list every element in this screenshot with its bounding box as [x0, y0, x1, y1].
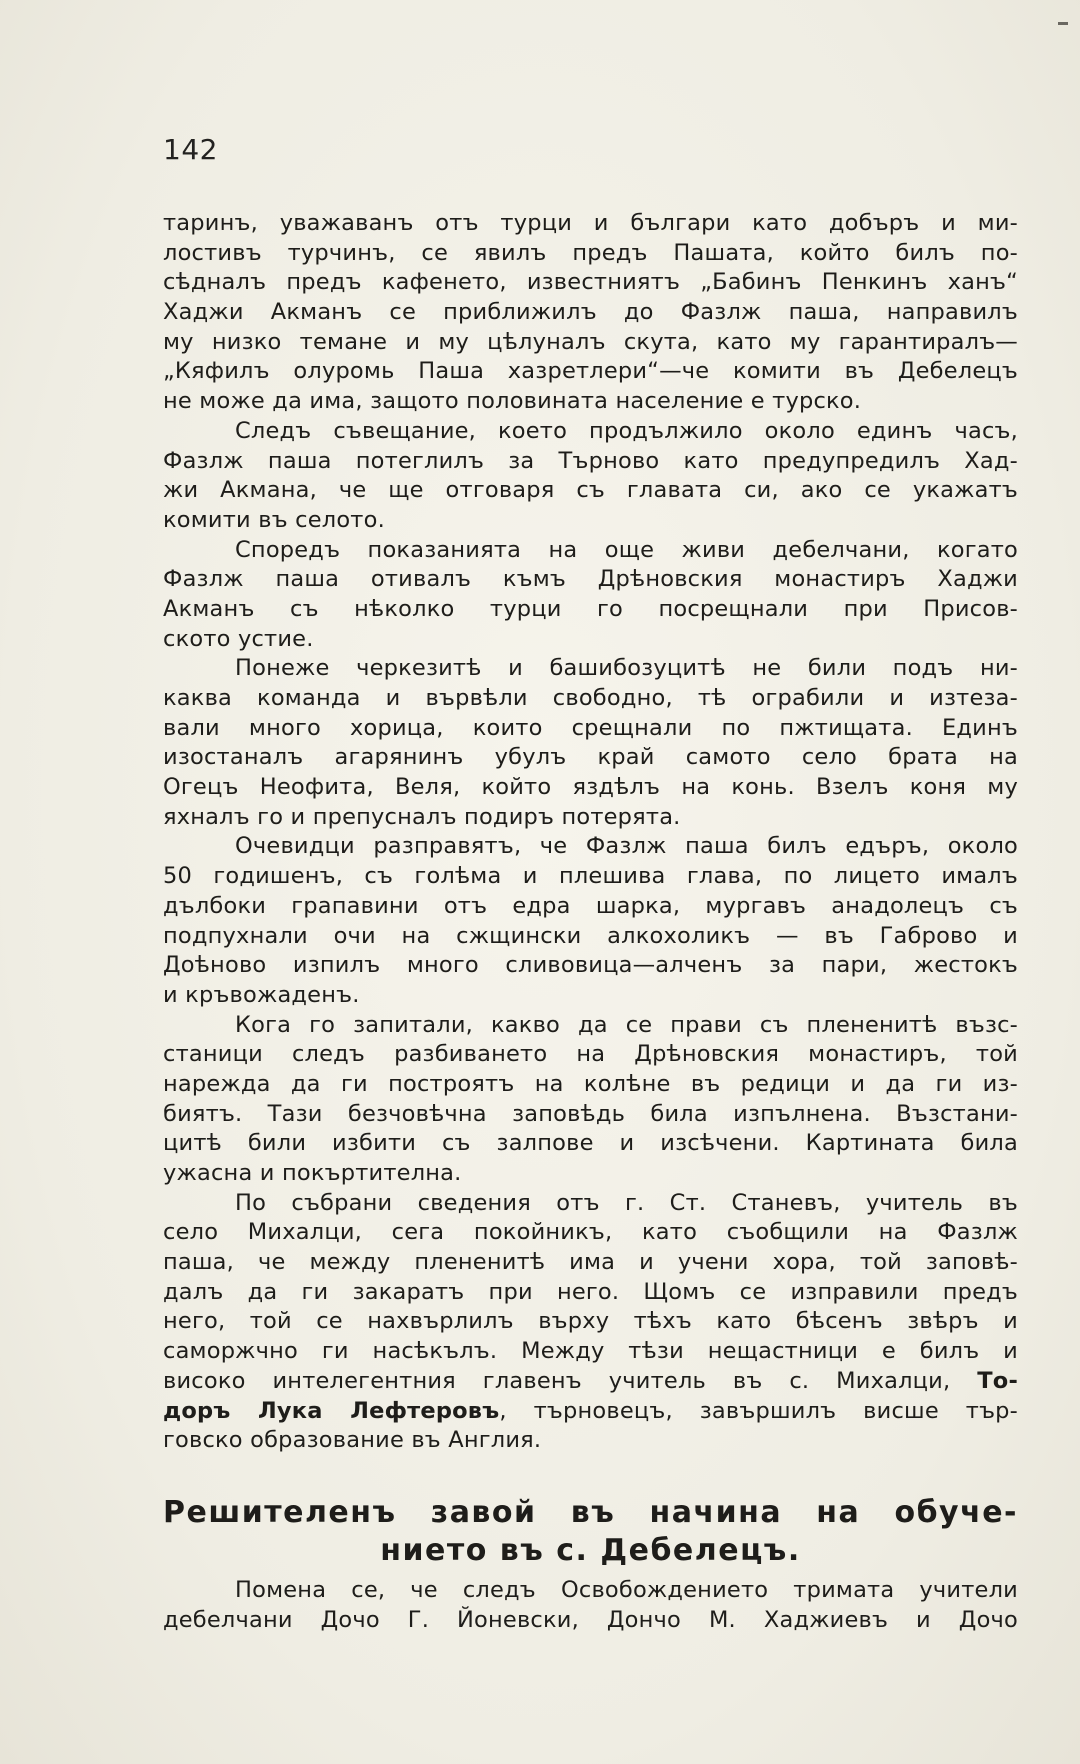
text-line: Акманъ съ нѣколко турци го посрещнали при Присов-	[163, 595, 1018, 622]
text-line: Понеже черкезитѣ и башибозуцитѣ не били подъ ни-	[235, 655, 1018, 682]
closing-paragraph	[163, 1576, 1018, 1635]
text-line: паша, че между плененитѣ има и учени хора, той заповѣ-	[163, 1249, 1018, 1276]
text-line: него, той се нахвърлилъ върху тѣхъ като бѣсенъ звѣръ и	[163, 1308, 1018, 1335]
text-line: подпухнали очи на сжщински алкохоликъ — въ Габрово и	[163, 922, 1018, 949]
text-line: доръ Лука Лефтеровъ, търновецъ, завършилъ висше тър-	[163, 1397, 1018, 1424]
text-line: говско образование въ Англия.	[163, 1427, 542, 1454]
text-line: Хаджи Акманъ се приближилъ до Фазлж паша, направилъ	[163, 299, 1018, 326]
text-line: комити въ селото.	[163, 506, 385, 533]
text-line: саморжчно ги насѣкълъ. Между тѣзи нещастници е билъ и	[163, 1338, 1018, 1365]
text-line: станици следъ разбиването на Дрѣновския монастиръ, той	[163, 1041, 1018, 1068]
text-line: ужасна и покъртителна.	[163, 1160, 462, 1186]
text-line: Огецъ Неофита, Веля, който яздѣлъ на конь. Взелъ коня му	[163, 774, 1018, 801]
text-line: жи Акмана, че ще отговаря съ главата си, ако се укажатъ	[163, 477, 1018, 504]
text-line: лостивъ турчинъ, се явилъ предъ Пашата, който билъ по-	[163, 239, 1018, 266]
text-line: дебелчани Дочо Г. Йоневски, Дончо М. Хаджиевъ и Дочо	[163, 1606, 1018, 1633]
body-text	[163, 209, 1018, 1456]
text-line: далъ да ги закаратъ при него. Щомъ се изправили предъ	[163, 1278, 1018, 1305]
text-line: Фазлж паша потеглилъ за Търново като предупредилъ Хад-	[163, 447, 1018, 474]
section-heading	[163, 1494, 1018, 1570]
text-line: яхналъ го и препусналъ подиръ потерята.	[163, 803, 681, 830]
text-line: високо интелегентния главенъ учитель въ с. Михалци, То-	[163, 1367, 1018, 1394]
text-line: вали много хорица, които срещнали по пжтищата. Единъ	[163, 714, 1018, 741]
person-name: доръ Лука Лефтеровъ	[163, 1397, 500, 1424]
text-line: Следъ съвещание, което продължило около единъ часъ,	[235, 417, 1018, 444]
text-line: не може да има, защото половината население е турско.	[163, 388, 862, 415]
margin-mark	[1058, 22, 1068, 25]
text-line: Споредъ показанията на още живи дебелчани, когато	[235, 536, 1018, 563]
text-line: По събрани сведения отъ г. Ст. Станевъ, учитель въ	[235, 1189, 1018, 1216]
text-line: нарежда да ги построятъ на колѣне въ редици и да ги из-	[163, 1070, 1018, 1097]
text-line: биятъ. Тази безчовѣчна заповѣдь била изпълнена. Възстани-	[163, 1100, 1018, 1127]
text-line: Фазлж паша отивалъ къмъ Дрѣновския монастиръ Хаджи	[163, 566, 1018, 593]
text-line: 50 годишенъ, съ голѣма и плешива глава, по лицето ималъ	[163, 863, 1018, 890]
text-line: Доѣново изпилъ много сливовица—алченъ за пари, жестокъ	[163, 952, 1018, 979]
text-line: дълбоки грапавини отъ едра шарка, мургавъ анадолецъ съ	[163, 892, 1018, 919]
text-line: таринъ, уважаванъ отъ турци и българи като добъръ и ми-	[163, 210, 1018, 236]
text-line: изостаналъ агарянинъ убулъ край самото село брата на	[163, 744, 1018, 771]
text-line: сѣдналъ предъ кафенето, известниятъ „Бабинъ Пенкинъ ханъ“	[163, 269, 1018, 296]
text-line: цитѣ били избити съ залпове и изсѣчени. Картината била	[163, 1130, 1018, 1157]
heading-line: Решителенъ завой въ начина на обуче-	[163, 1495, 1018, 1530]
text-line: каква команда и вървѣли свободно, тѣ ограбили и изтеза-	[163, 685, 1018, 711]
text-line: и кръвожаденъ.	[163, 981, 360, 1008]
page-number: 142	[163, 133, 218, 166]
text-line: му низко темане и му цѣлуналъ скута, като му гарантиралъ—	[163, 328, 1018, 355]
text-line: село Михалци, сега покойникъ, като съобщили на Фазлж	[163, 1219, 1018, 1246]
text-line: Помена се, че следъ Освобождението тримата учители	[235, 1577, 1018, 1603]
text-line: Очевидци разправятъ, че Фазлж паша билъ едъръ, около	[235, 833, 1018, 860]
text-line: Кога го запитали, какво да се прави съ плененитѣ възс-	[235, 1011, 1018, 1038]
person-name: То-	[977, 1367, 1018, 1394]
text-line: ското устие.	[163, 625, 314, 652]
heading-line: нието въ с. Дебелецъ.	[380, 1533, 801, 1568]
text-line: „Кяфилъ олуромь Паша хазретлери“—че комити въ Дебелецъ	[163, 358, 1018, 385]
